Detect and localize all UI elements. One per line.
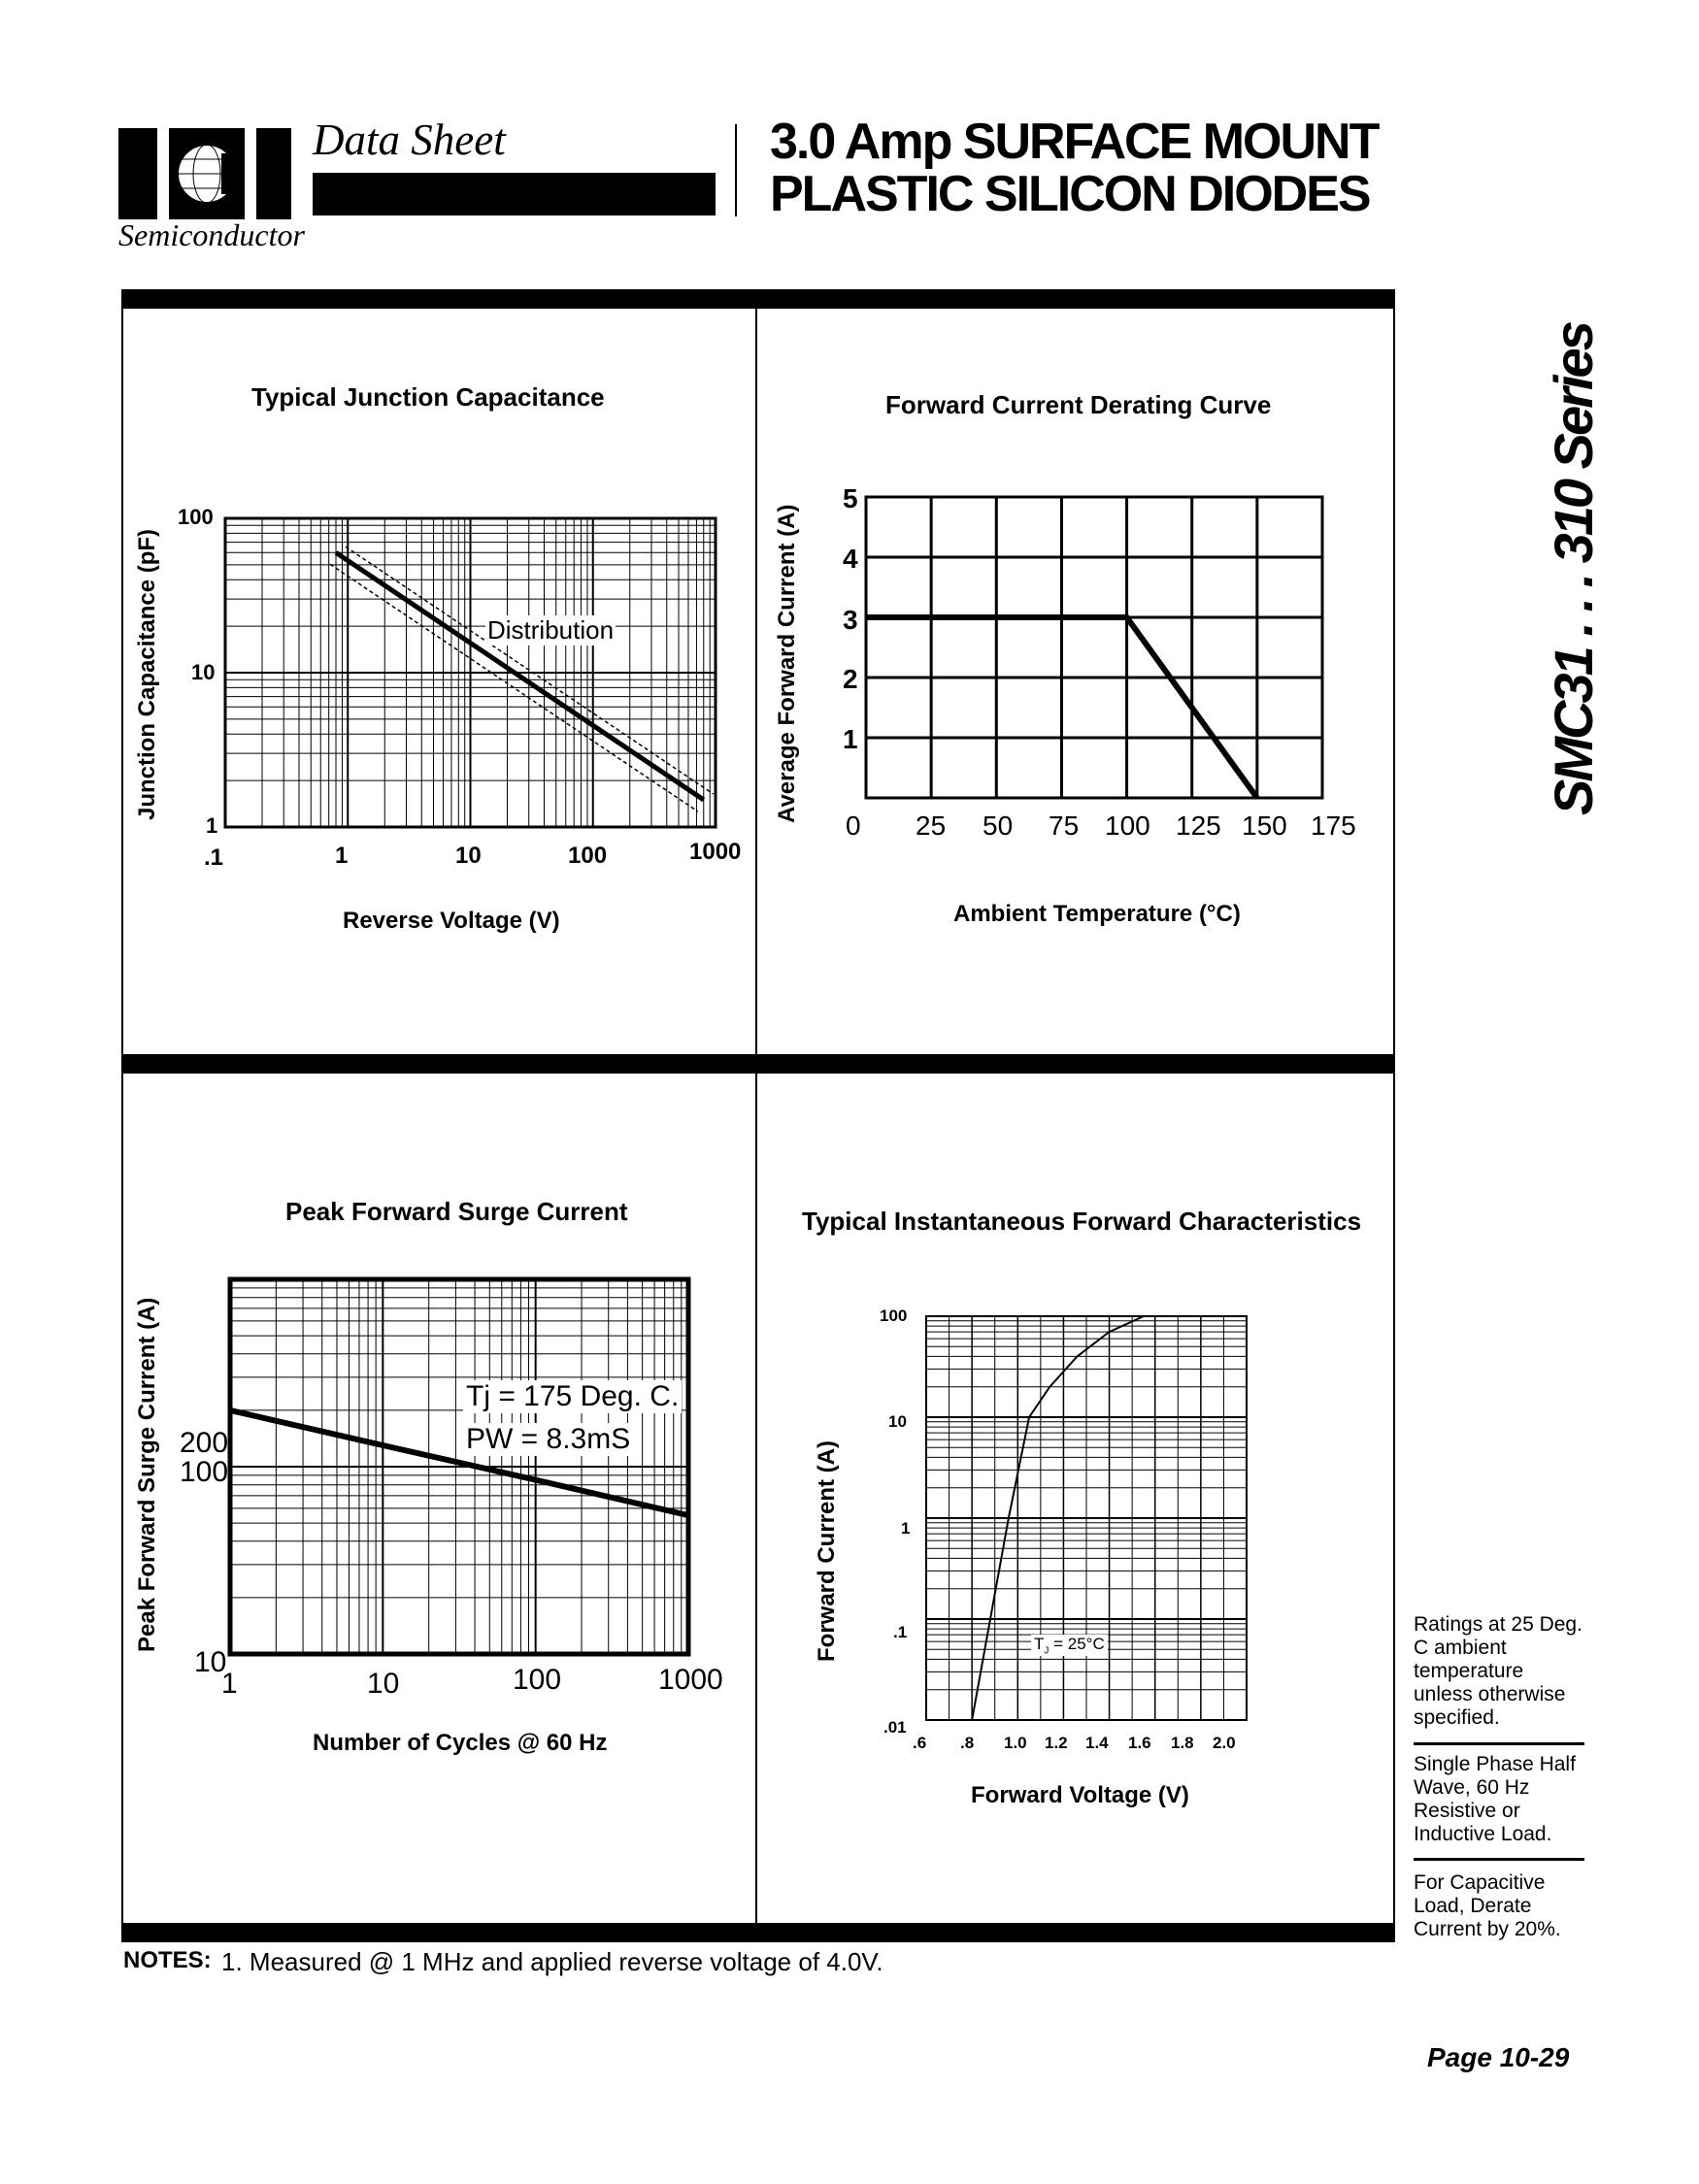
der-xtick-50: 50: [983, 811, 1014, 841]
surge-ytick-10: 10: [194, 1646, 227, 1678]
capacitance-ylabel: Junction Capacitance (pF): [134, 528, 160, 820]
surge-xtick-1: 1: [221, 1668, 238, 1700]
frame-left-edge: [121, 289, 123, 1942]
surge-annotation-pw: PW = 8.3mS: [463, 1423, 633, 1456]
fwd-xtick-0.8: .8: [960, 1734, 975, 1752]
capacitance-chart-title: Typical Junction Capacitance: [251, 382, 605, 412]
surge-xlabel: Number of Cycles @ 60 Hz: [313, 1730, 608, 1756]
der-xtick-125: 125: [1176, 811, 1221, 841]
fwd-annotation-t: T: [1034, 1635, 1045, 1653]
surge-xtick-100: 100: [513, 1664, 562, 1696]
sidebar-note-ratings: Ratings at 25 Deg. C ambient temperature unless otherwise specified.: [1414, 1613, 1582, 1729]
cap-annotation: Distribution: [487, 615, 615, 645]
surge-ylabel: Peak Forward Surge Current (A): [134, 1297, 160, 1652]
derating-xlabel: Ambient Temperature (°C): [953, 901, 1241, 927]
frame-right-edge: [1393, 289, 1395, 1942]
fwd-xtick-1.8: 1.8: [1171, 1734, 1194, 1752]
sidebar-note-phase: Single Phase Half Wave, 60 Hz Resistive or Inductive Load.: [1414, 1753, 1576, 1845]
derating-chart: [864, 495, 1330, 806]
fwd-xtick-1.0: 1.0: [1004, 1734, 1027, 1752]
sidebar-rule-2: [1414, 1858, 1584, 1861]
surge-ytick-200: 200: [180, 1427, 229, 1459]
fwd-xtick-1.4: 1.4: [1085, 1734, 1109, 1752]
fwd-xtick-2.0: 2.0: [1213, 1734, 1236, 1752]
fwd-annotation-rest: = 25°C: [1049, 1635, 1105, 1653]
frame-top-bar: [121, 289, 1395, 309]
header-divider: [735, 124, 737, 216]
notes-text: 1. Measured @ 1 MHz and applied reverse voltage of 4.0V.: [221, 1947, 883, 1976]
fwd-ytick-10: 10: [888, 1412, 907, 1431]
der-xtick-150: 150: [1242, 811, 1287, 841]
fwd-annotation: [1031, 1635, 1108, 1656]
forward-chart: [924, 1314, 1250, 1722]
der-ytick-4: 4: [843, 544, 858, 574]
semiconductor-label: Semiconductor: [118, 217, 305, 252]
capacitance-chart: [223, 516, 718, 829]
page-title-line1: 3.0 Amp SURFACE MOUNT: [770, 114, 1379, 170]
cap-xtick-2: 10: [455, 843, 482, 869]
cap-ytick-100: 100: [178, 505, 214, 529]
der-ytick-5: 5: [843, 483, 858, 513]
fwd-ytick-0.01: .01: [883, 1718, 907, 1737]
cap-xtick-3: 100: [568, 843, 608, 869]
forward-chart-title: Typical Instantaneous Forward Characteristics: [802, 1207, 1362, 1236]
cap-ytick-10: 10: [191, 660, 216, 684]
fwd-ytick-0.1: .1: [893, 1623, 908, 1641]
der-ytick-3: 3: [843, 605, 858, 635]
frame-bottom-bar: [121, 1923, 1395, 1942]
der-plot-area: [866, 497, 1322, 798]
surge-annotation-tj: Tj = 175 Deg. C.: [463, 1380, 682, 1413]
cap-xtick-4: 1000: [689, 839, 742, 865]
fwd-annotation-sub: J: [1044, 1645, 1049, 1657]
fwd-xtick-1.2: 1.2: [1045, 1734, 1068, 1752]
forward-xlabel: Forward Voltage (V): [971, 1782, 1189, 1808]
der-xtick-75: 75: [1049, 811, 1080, 841]
der-xtick-175: 175: [1311, 811, 1356, 841]
surge-ytick-100: 100: [180, 1456, 229, 1488]
notes-label: NOTES:: [123, 1947, 212, 1973]
cap-xtick-0: .1: [204, 844, 224, 871]
derating-chart-title: Forward Current Derating Curve: [885, 390, 1272, 419]
series-label: SMC31 . . . 310 Series: [1543, 323, 1604, 815]
fwd-xtick-0.6: .6: [913, 1734, 927, 1752]
derating-ylabel: Average Forward Current (A): [774, 504, 800, 823]
der-xtick-0: 0: [846, 811, 861, 841]
fwd-ytick-100: 100: [880, 1307, 908, 1325]
sidebar-note-capacitive: For Capacitive Load, Derate Current by 20%.: [1414, 1871, 1561, 1940]
page-title-line2: PLASTIC SILICON DIODES: [770, 166, 1370, 222]
logo-graphic: [118, 124, 291, 223]
der-ytick-2: 2: [843, 664, 858, 694]
surge-xtick-1000: 1000: [658, 1664, 723, 1696]
frame-middle-bar: [121, 1054, 1395, 1074]
header-bar: [313, 173, 716, 215]
der-ytick-1: 1: [843, 724, 858, 754]
surge-chart-title: Peak Forward Surge Current: [285, 1197, 628, 1226]
data-sheet-label: Data Sheet: [313, 116, 506, 164]
fwd-xtick-1.6: 1.6: [1128, 1734, 1151, 1752]
der-xtick-100: 100: [1105, 811, 1150, 841]
surge-xtick-10: 10: [367, 1668, 400, 1700]
fwd-ytick-1: 1: [901, 1519, 911, 1538]
cap-ytick-1: 1: [206, 813, 218, 838]
capacitance-xlabel: Reverse Voltage (V): [343, 908, 560, 934]
frame-center-divider: [755, 289, 757, 1942]
page-number: Page 10-29: [1427, 2042, 1570, 2072]
cap-xtick-1: 1: [335, 843, 349, 869]
forward-ylabel: Forward Current (A): [814, 1440, 840, 1662]
logo: [118, 124, 291, 223]
surge-chart: [228, 1277, 694, 1666]
sidebar-rule-1: [1414, 1742, 1584, 1745]
der-xtick-25: 25: [916, 811, 947, 841]
